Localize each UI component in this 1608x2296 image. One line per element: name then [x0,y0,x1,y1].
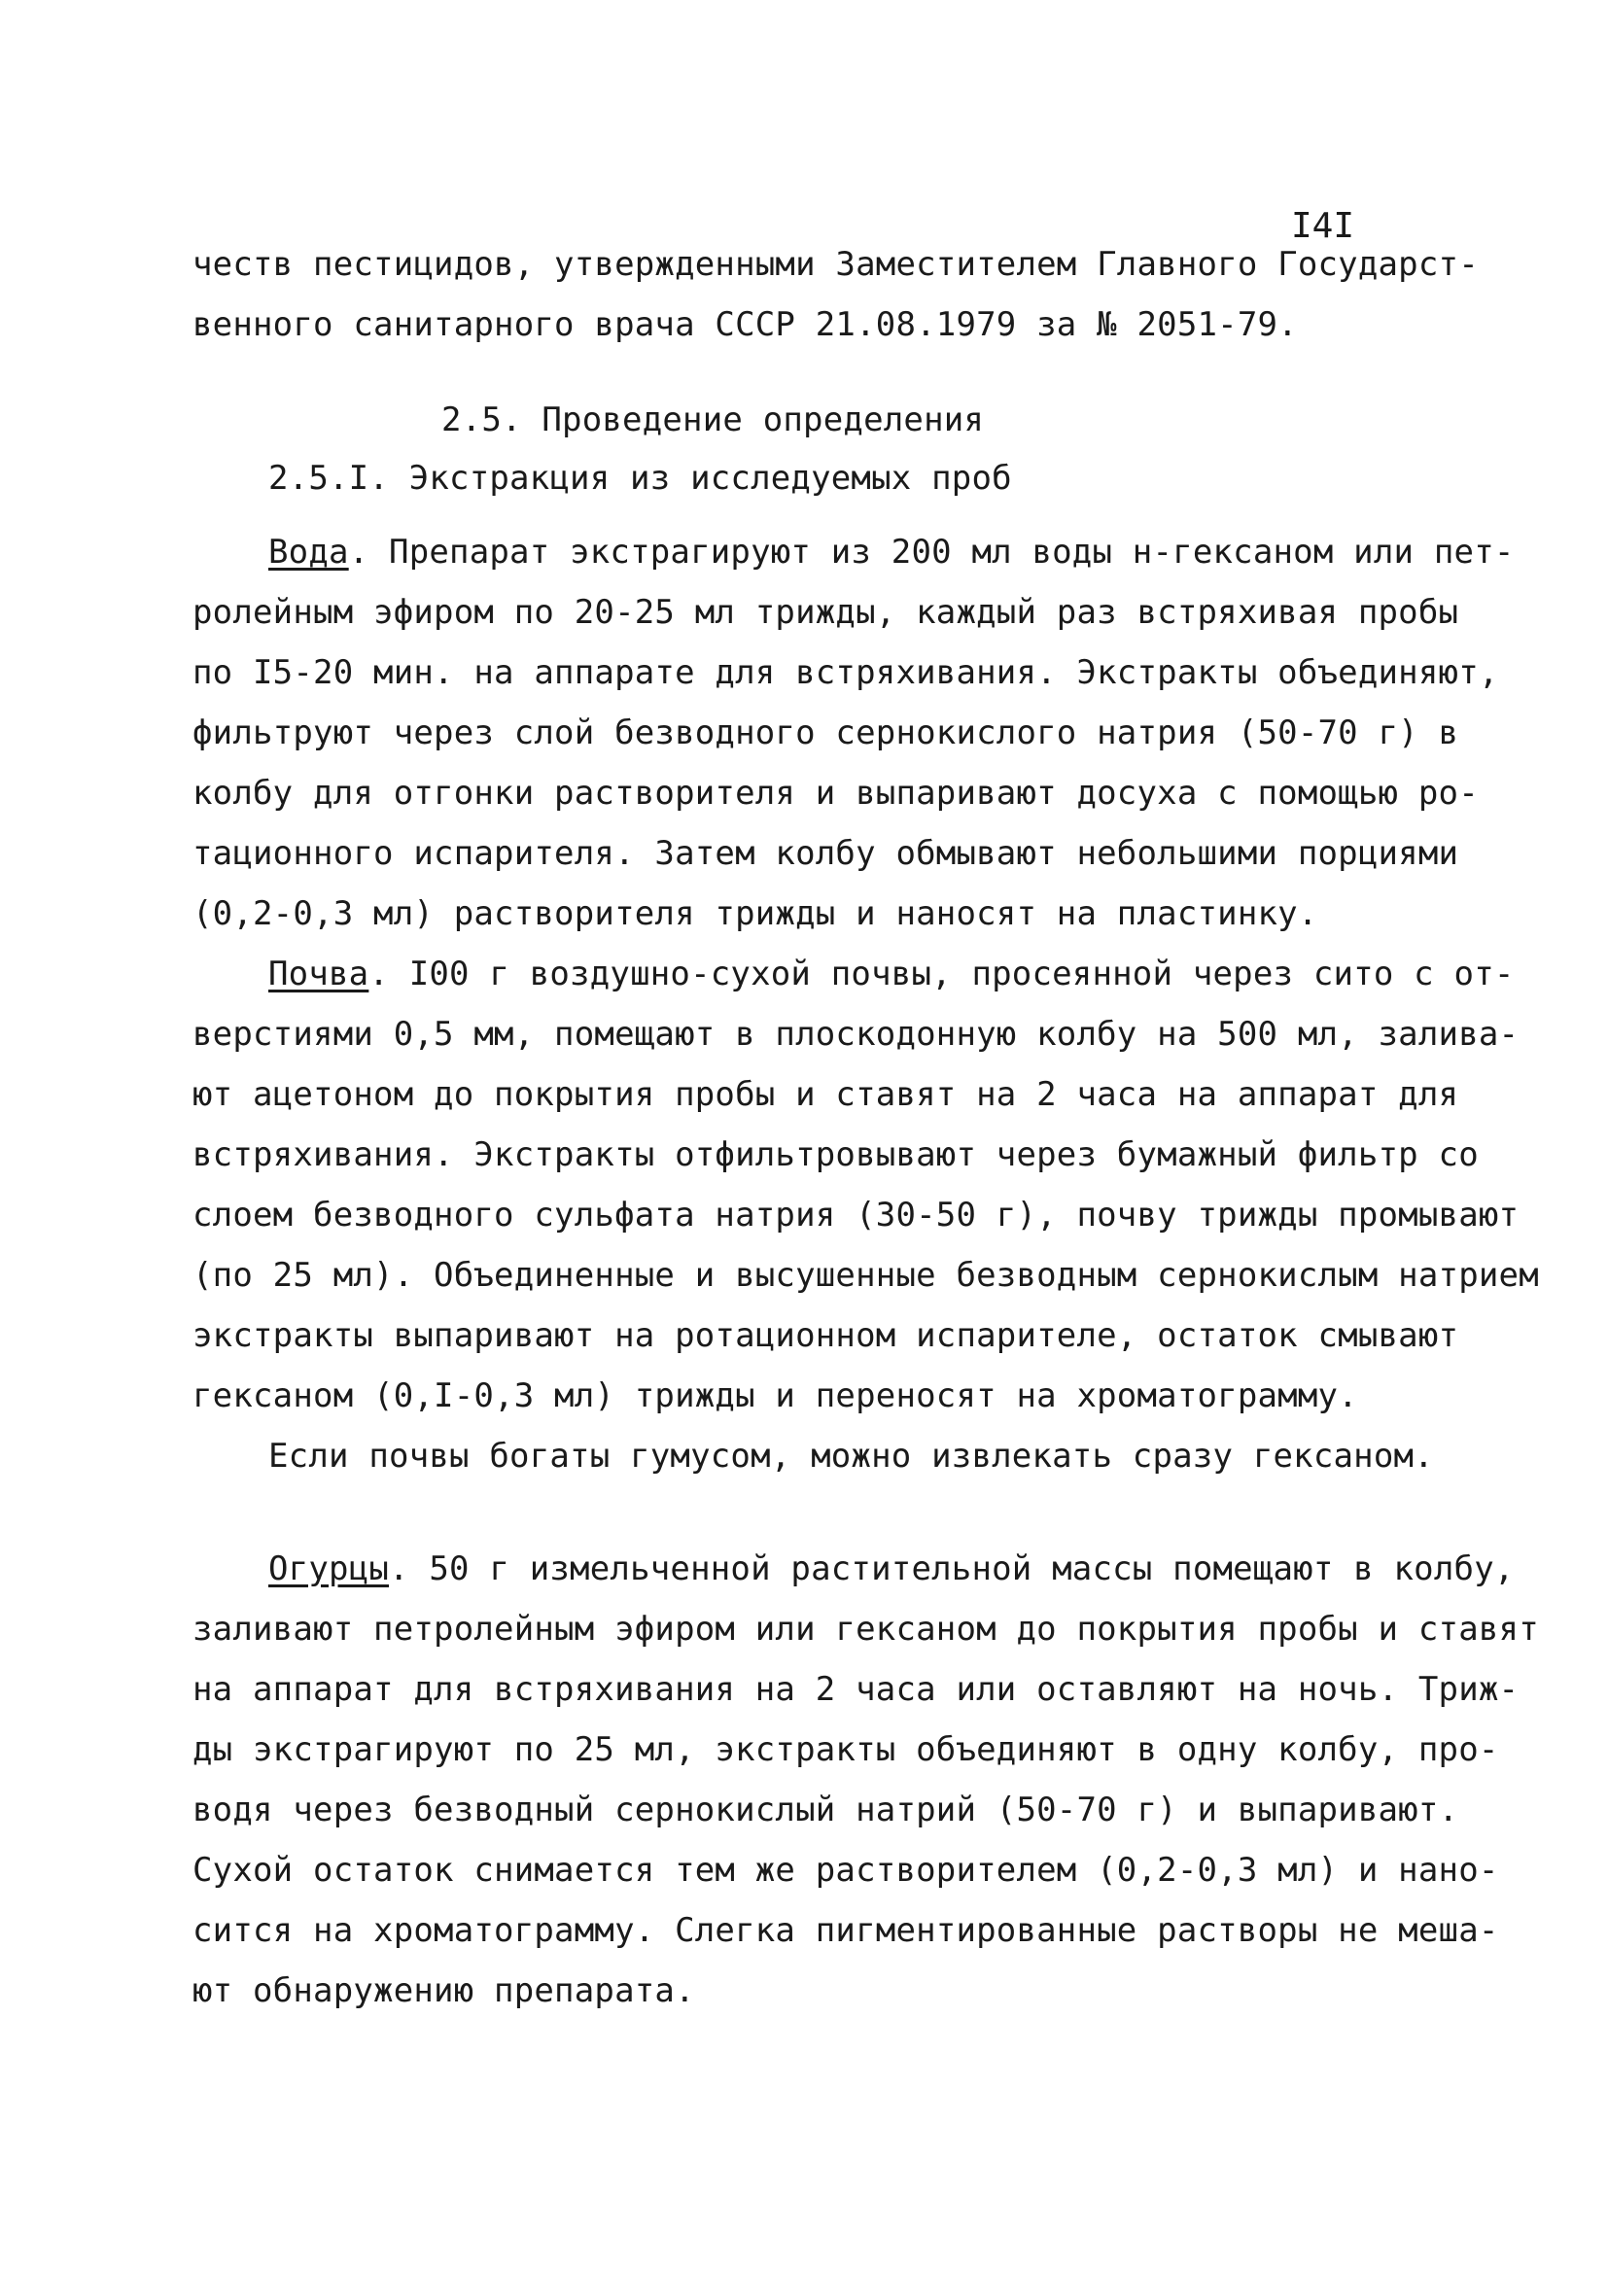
cucumbers-line: заливают петролейным эфиром или гексаном до покрытия пробы и ставят [192,1610,1539,1649]
cucumbers-first-rest: . 50 г измельченной растительной массы помещают в колбу, [389,1549,1515,1588]
water-line: тационного испарителя. Затем колбу обмывают небольшими порциями [192,834,1459,873]
water-line: (0,2-0,3 мл) растворителя трижды и наносят на пластинку. [192,894,1318,933]
intro-line-1: честв пестицидов, утвержденными Заместителем Главного Государст- [192,245,1479,284]
soil-line: (по 25 мл). Объединенные и высушенные безводным сернокислым натрием [192,1256,1539,1295]
soil-note: Если почвы богаты гумусом, можно извлекать сразу гексаном. [268,1437,1434,1476]
soil-first-rest: . I00 г воздушно-сухой почвы, просеянной через сито с от- [368,955,1515,993]
cucumbers-line: Сухой остаток снимается тем же растворителем (0,2-0,3 мл) и нано- [192,1851,1499,1890]
soil-line: верстиями 0,5 мм, помещают в плоскодонную колбу на 500 мл, залива- [192,1015,1520,1054]
cucumbers-line: сится на хроматограмму. Слегка пигментированные растворы не меша- [192,1911,1499,1950]
cucumbers-line: водя через безводный сернокислый натрий (50-70 г) и выпаривают. [192,1791,1459,1829]
water-line: фильтруют через слой безводного сернокислого натрия (50-70 г) в [192,713,1459,752]
water-line: ролейным эфиром по 20-25 мл трижды, каждый раз встряхивая пробы [192,593,1459,632]
cucumbers-line: ды экстрагируют по 25 мл, экстракты объединяют в одну колбу, про- [192,1730,1499,1769]
cucumbers-line: на аппарат для встряхивания на 2 часа или оставляют на ночь. Триж- [192,1670,1520,1709]
water-first-rest: . Препарат экстрагируют из 200 мл воды н-гексаном или пет- [348,533,1515,572]
page-number: I4I [1291,206,1355,246]
soil-label: Почва [268,955,369,993]
soil-line: ют ацетоном до покрытия пробы и ставят на 2 часа на аппарат для [192,1075,1459,1114]
water-line: по I5-20 мин. на аппарате для встряхивания. Экстракты объединяют, [192,653,1499,692]
water-paragraph-first-line [268,533,1515,572]
cucumbers-label: Огурцы [268,1549,390,1588]
soil-line: экстракты выпаривают на ротационном испарителе, остаток смывают [192,1316,1459,1355]
water-label: Вода [268,533,349,572]
soil-line: встряхивания. Экстракты отфильтровывают через бумажный фильтр со [192,1135,1479,1174]
section-heading: 2.5. Проведение определения [441,400,985,439]
intro-line-2: венного санитарного врача СССР 21.08.1979 за № 2051-79. [192,305,1298,344]
section-subheading: 2.5.I. Экстракция из исследуемых проб [268,459,1012,498]
soil-paragraph-first-line [268,955,1515,993]
water-line: колбу для отгонки растворителя и выпаривают досуха с помощью ро- [192,774,1479,813]
cucumbers-line: ют обнаружению препарата. [192,1971,695,2010]
soil-line: гексаном (0,I-0,3 мл) трижды и переносят на хроматограмму. [192,1376,1358,1415]
soil-line: слоем безводного сульфата натрия (30-50 г), почву трижды промывают [192,1196,1520,1235]
cucumbers-paragraph-first-line [268,1549,1515,1588]
